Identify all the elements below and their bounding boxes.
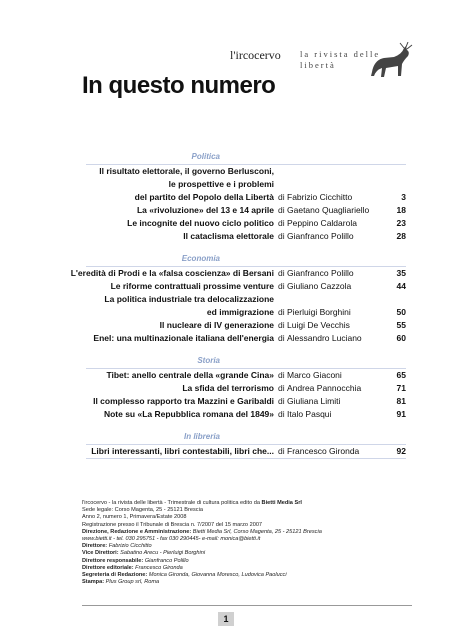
- section-heading: [86, 430, 406, 445]
- toc-entry-line: [0, 369, 452, 382]
- toc-section: [0, 252, 452, 345]
- colophon-label: Direttore editoriale:: [82, 564, 134, 571]
- toc-entry-line: [0, 204, 452, 217]
- author-prefix: di: [278, 370, 285, 380]
- author-name: Giuliana Limiti: [287, 396, 341, 406]
- page-ref: 55: [396, 320, 406, 330]
- article-title: ed immigrazione: [206, 307, 274, 317]
- page-ref: 23: [396, 218, 406, 228]
- author-name: Pierluigi Borghini: [287, 307, 351, 317]
- article-title: La «rivoluzione» del 13 e 14 aprile: [136, 205, 274, 215]
- author-name: Francesco Gironda: [287, 446, 360, 456]
- section-heading: [86, 252, 406, 267]
- toc-entry-line: [0, 217, 452, 230]
- section-heading-label: Storia: [197, 356, 220, 365]
- author-name: Gianfranco Polillo: [287, 231, 354, 241]
- colophon-text: Registrazione presso il Tribunale di Brescia n. 7/2007 del 15 marzo 2007: [82, 521, 263, 528]
- toc-entry-line: [86, 445, 406, 459]
- toc-entry-line: [0, 191, 452, 204]
- toc-entry-line: [0, 306, 452, 319]
- author-name: Andrea Pannocchia: [287, 383, 362, 393]
- author-name: Giuliano Cazzola: [287, 281, 352, 291]
- page-ref: 81: [396, 396, 406, 406]
- colophon-value: Plus Group srl, Roma: [105, 579, 160, 586]
- toc-entry-line: [0, 280, 452, 293]
- author-name: Marco Giaconi: [287, 370, 342, 380]
- author-name: Luigi De Vecchis: [287, 320, 350, 330]
- author-name: Gaetano Quagliariello: [287, 205, 370, 215]
- colophon-text: l'ircocervo - la rivista delle libertà - Trimestrale di cultura politica edito da: [82, 500, 262, 506]
- article-title: Note su «La Repubblica romana del 1849»: [103, 409, 274, 419]
- article-title: L'eredità di Prodi e la «falsa coscienza» di Bersani: [70, 268, 274, 278]
- author-name: Italo Pasqui: [287, 409, 332, 419]
- colophon-line: [82, 572, 412, 579]
- toc-section: [0, 430, 452, 459]
- author-name: Peppino Caldarola: [287, 218, 357, 228]
- section-heading-label: Economia: [181, 254, 220, 263]
- toc-entry-line: [0, 319, 452, 332]
- toc-section: [0, 354, 452, 421]
- page-ref: 44: [396, 281, 406, 291]
- page-ref: 71: [396, 383, 406, 393]
- tagline-line-2: libertà: [300, 60, 336, 70]
- colophon-value: Fabrizio Cicchitto: [108, 543, 152, 550]
- article-title: le prospettive e i problemi: [168, 179, 274, 189]
- toc-entry-line: [0, 165, 452, 178]
- colophon-line: [82, 565, 412, 572]
- page-ref: 91: [396, 409, 406, 419]
- article-title: Il cataclisma elettorale: [183, 231, 274, 241]
- toc-entry-line: [0, 408, 452, 421]
- author-prefix: di: [278, 383, 285, 393]
- tagline-line-1: la rivista delle: [300, 49, 381, 59]
- colophon-line: [82, 507, 412, 514]
- toc-entry-line: [0, 178, 452, 191]
- toc-entry-line: [0, 267, 452, 280]
- page-number: 1: [218, 612, 234, 626]
- author-prefix: di: [278, 218, 285, 228]
- author-prefix: di: [278, 205, 285, 215]
- page-title: In questo numero: [82, 72, 276, 99]
- author-name: Gianfranco Polillo: [287, 268, 354, 278]
- ircocervo-logo-icon: [364, 42, 416, 82]
- colophon-value: Monica Gironda, Giovanna Moresco, Ludovica Paolucci: [148, 572, 287, 579]
- page-ref: 50: [396, 307, 406, 317]
- toc-entry-line: [0, 382, 452, 395]
- colophon: [82, 500, 412, 586]
- section-heading: [86, 354, 406, 369]
- toc-entry-line: [0, 332, 452, 345]
- colophon-label: Direttore responsabile:: [82, 557, 144, 564]
- page-ref: 3: [401, 192, 406, 202]
- colophon-label: Direzione, Redazione e Amministrazione:: [82, 528, 192, 535]
- author-prefix: di: [278, 333, 285, 343]
- colophon-label: Vice Direttori:: [82, 550, 119, 557]
- article-title: La sfida del terrorismo: [182, 383, 274, 393]
- toc-entry-line: [0, 293, 452, 306]
- colophon-label: Direttore:: [82, 543, 108, 550]
- toc-entry-line: [0, 230, 452, 243]
- article-title: Il complesso rapporto tra Mazzini e Garibaldi: [93, 396, 274, 406]
- colophon-label: Stampa:: [82, 579, 105, 586]
- colophon-line: [82, 536, 412, 543]
- page-ref: 28: [396, 231, 406, 241]
- toc-entry-line: [0, 395, 452, 408]
- masthead-name: l'ircocervo: [230, 48, 281, 62]
- colophon-text: Sede legale: Corso Magenta, 25 - 25121 Brescia: [82, 507, 203, 514]
- page-ref: 92: [396, 446, 406, 456]
- section-heading-label: In libreria: [183, 432, 220, 441]
- colophon-line: [82, 543, 412, 550]
- colophon-value: Gianfranco Polillo: [144, 557, 189, 564]
- colophon-line: [82, 500, 412, 507]
- colophon-text: Anno 2, numero 1, Primavera/Estate 2008: [82, 514, 187, 521]
- page-ref: 35: [396, 268, 406, 278]
- author-name: Alessandro Luciano: [287, 333, 362, 343]
- publisher-name: Bietti Media Srl: [261, 500, 302, 506]
- page-ref: 18: [396, 205, 406, 215]
- author-prefix: di: [278, 192, 285, 202]
- colophon-line: [82, 579, 412, 586]
- colophon-value: Francesco Gironda: [135, 564, 183, 571]
- section-heading: [86, 150, 406, 165]
- table-of-contents: [0, 150, 452, 468]
- author-prefix: di: [278, 446, 285, 456]
- author-prefix: di: [278, 307, 285, 317]
- article-title: Il risultato elettorale, il governo Berlusconi,: [99, 166, 274, 176]
- page-ref: 65: [396, 370, 406, 380]
- article-title: Il nucleare di IV generazione: [159, 320, 274, 330]
- article-title: Tibet: anello centrale della «grande Cina»: [106, 370, 274, 380]
- author-prefix: di: [278, 396, 285, 406]
- colophon-value: Sabatino Arecu - Pierluigi Borghini: [120, 550, 206, 557]
- colophon-line: [82, 550, 412, 557]
- colophon-line: [82, 514, 412, 521]
- article-title: Le riforme contrattuali prossime venture: [110, 281, 274, 291]
- author-prefix: di: [278, 409, 285, 419]
- article-title: La politica industriale tra delocalizzazione: [104, 294, 274, 304]
- author-name: Fabrizio Cicchitto: [287, 192, 353, 202]
- colophon-line: [82, 522, 412, 529]
- footer-rule: [82, 605, 412, 606]
- colophon-line: [82, 558, 412, 565]
- section-heading-label: Politica: [191, 152, 220, 161]
- colophon-value: Bietti Media Srl, Corso Magenta, 25 - 25121 Brescia: [192, 528, 322, 535]
- colophon-text: www.bietti.it - tel. 030 295751 - fax 030 290445- e-mail: monica@bietti.it: [82, 536, 261, 543]
- author-prefix: di: [278, 281, 285, 291]
- author-prefix: di: [278, 268, 285, 278]
- colophon-line: [82, 529, 412, 536]
- article-title: Libri interessanti, libri contestabili, libri che...: [91, 446, 274, 456]
- article-title: Le incognite del nuovo ciclo politico: [127, 218, 274, 228]
- article-title: Enel: una multinazionale italiana dell'energia: [93, 333, 274, 343]
- page-ref: 60: [396, 333, 406, 343]
- toc-section: [0, 150, 452, 243]
- author-prefix: di: [278, 231, 285, 241]
- article-title: del partito del Popolo della Libertà: [134, 192, 274, 202]
- colophon-label: Segreteria di Redazione:: [82, 572, 148, 579]
- author-prefix: di: [278, 320, 285, 330]
